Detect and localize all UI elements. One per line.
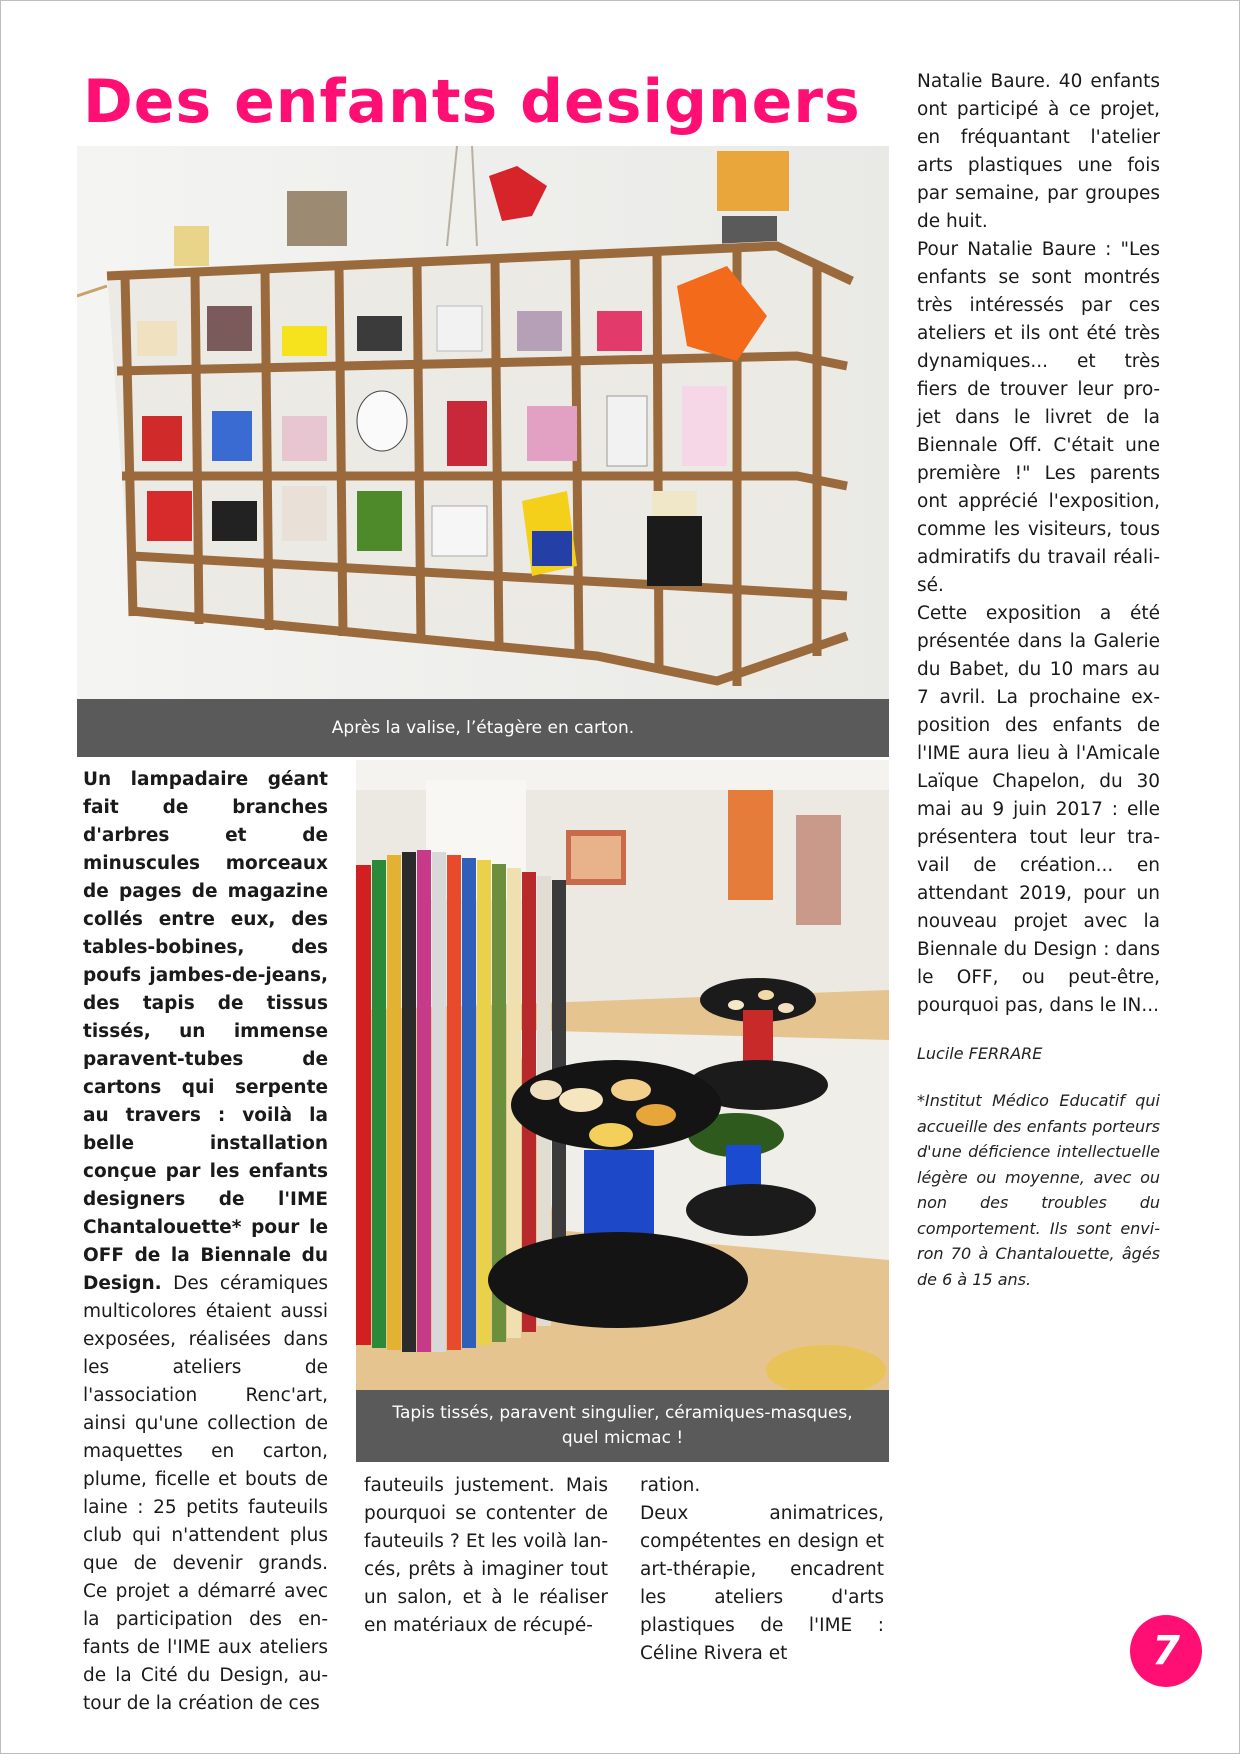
article-title: Des enfants designers	[83, 67, 861, 137]
photo2-caption: Tapis tissés, paravent singulier, céramiques-masques, quel micmac !	[356, 1390, 889, 1462]
column1-body: Des céramiques multicolores étaient aussi exposées, réalisées dans les ateliers de l'association Renc'art, ainsi qu'une collection de maquettes en carton, plume, ficelle et bouts de laine : 25 petits fauteuils club qui n'attendent plus que de devenir grands. Ce projet a démarré avec la participation des enfants de l'IME aux ateliers de la Cité du Design, autour de la création de ces	[83, 1273, 328, 1714]
column4-paragraph-2: Pour Natalie Baure : "Les enfants se sont montrés très intéressés par ces ateliers et ils ont été très dynamiques... et très fiers de trouver leur projet dans le livret de la Biennale Off. C'était une première !" Les parents ont apprécié l'exposition, comme les visiteurs, tous admiratifs du travail réalisé.	[917, 239, 1160, 596]
author-signature: Lucile FERRARE	[917, 1044, 1043, 1063]
article-lead: Un lampadaire géant fait de branches d'arbres et de minuscules morceaux de pages de magazine collés entre eux, des tables-bobines, des poufs jambes-de-jeans, des tapis de tissus tissés, un immense paravent-tubes de cartons qui serpente au travers : voilà la belle installation conçue par les enfants designers de l'IME Chantalouette* pour le OFF de la Biennale du Design.	[83, 769, 328, 1294]
photo1-caption: Après la valise, l’étagère en carton.	[77, 699, 889, 757]
article-column-2	[364, 1472, 608, 1640]
exhibition-illustration	[356, 760, 889, 1390]
article-column-4	[917, 68, 1160, 1292]
column2-body: fauteuils justement. Mais pourquoi se contenter de fauteuils ? Et les voilà lancés, prêts à imaginer tout un salon, et à le réaliser en matériaux de récupé-	[364, 1475, 608, 1636]
column3-body: ration.	[640, 1475, 701, 1496]
page-number: 7	[1130, 1615, 1202, 1687]
column3-body-2: Deux animatrices, compétentes en design et art-thérapie, encadrent les ateliers d'arts plastiques de l'IME : Céline Rivera et	[640, 1503, 884, 1664]
shelf-illustration	[77, 146, 889, 699]
column1-paragraph	[83, 766, 328, 1718]
article-column-1	[83, 766, 328, 1718]
column4-paragraph-3: Cette exposition a été présentée dans la Galerie du Babet, du 10 mars au 7 avril. La prochaine exposition des enfants de l'IME aura lieu à l'Amicale Laïque Chapelon, du 30 mai au 9 juin 2017 : elle présentera tout leur travail de création... en attendant 2019, pour un nouveau projet avec la Biennale du Design : dans le OFF, ou peut-être, pourquoi pas, dans le IN...	[917, 603, 1160, 1016]
column4-paragraph-1: Natalie Baure. 40 enfants ont participé à ce projet, en fréquantant l'atelier arts plastiques une fois par semaine, par groupes de huit.	[917, 71, 1160, 232]
article-column-3	[640, 1472, 884, 1668]
footnote: *Institut Médico Educatif qui accueille des enfants porteurs d'une déficience intellectuelle légère ou moyenne, avec ou non des troubles du comportement. Ils sont environ 70 à Chantalouette, âgés de 6 à 15 ans.	[917, 1091, 1160, 1289]
photo-exhibition-room	[356, 760, 889, 1390]
photo-cardboard-shelf	[77, 146, 889, 699]
